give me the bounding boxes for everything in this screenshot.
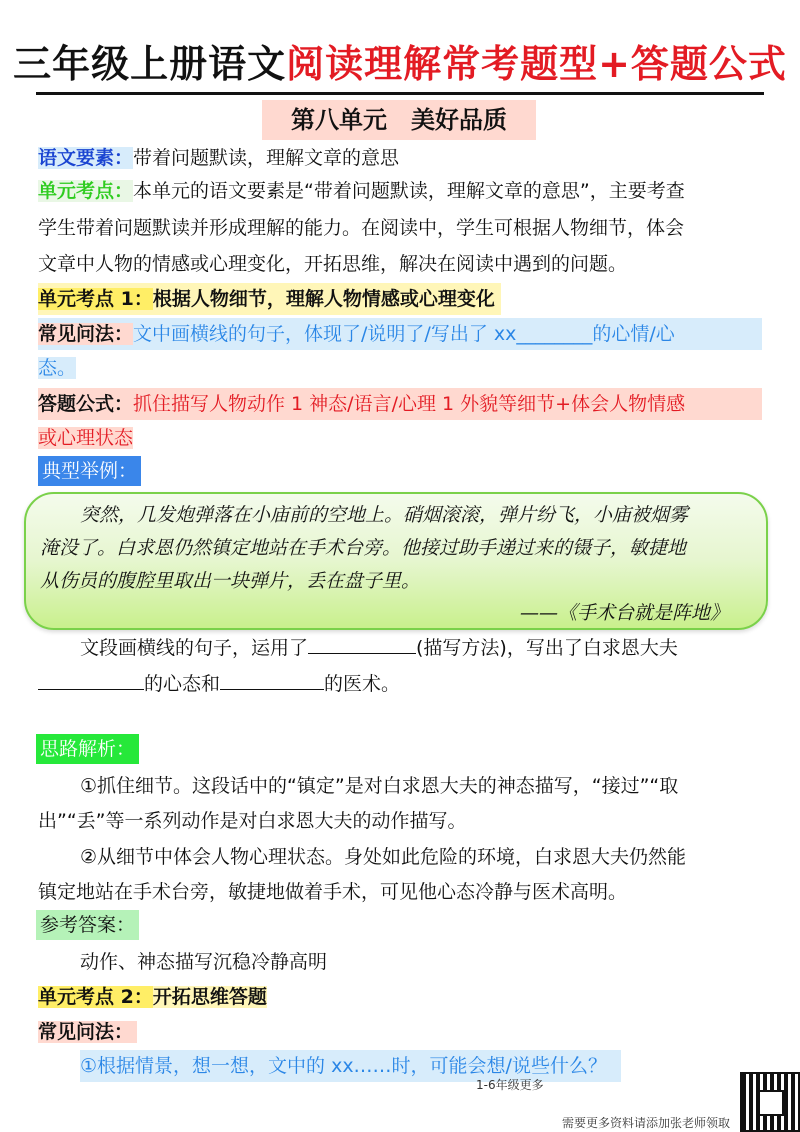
kaodian-line-2: 学生带着问题默读并形成理解的能力。在阅读中，学生可根据人物细节，体会 [38, 217, 685, 239]
analysis-p1-line-1: ①抓住细节。这段话中的“镇定”是对白求恩大夫的神态描写，“接过”“取 [80, 775, 679, 797]
kaodian-line-1 [38, 175, 685, 207]
point1-label: 单元考点 1： [38, 288, 153, 310]
point2-label: 单元考点 2： [38, 986, 153, 1008]
point1-text: 根据人物细节，理解人物情感或心理变化 [152, 288, 495, 310]
point1-wenfa-line-1 [38, 318, 762, 350]
analysis-label: 思路解析： [36, 734, 139, 764]
point2-wenfa-text: ①根据情景，想一想，文中的 xx……时，可能会想/说些什么？ [80, 1055, 607, 1077]
example-line-1: 突然，几发炮弹落在小庙前的空地上。硝烟滚滚，弹片纷飞，小庙被烟雾 [80, 504, 689, 526]
point1-gongshi-line-1 [38, 388, 762, 420]
question-part-4: 的医术。 [324, 673, 401, 695]
point1-wenfa-line-2 [38, 352, 76, 384]
question-part-2: (描写方法)，写出了白求恩大夫 [416, 637, 678, 659]
page-title [0, 40, 800, 88]
analysis-p2-line-1: ②从细节中体会人物心理状态。身处如此危险的环境，白求恩大夫仍然能 [80, 846, 687, 868]
yuwen-text: 带着问题默读，理解文章的意思 [133, 147, 400, 169]
question-part-1: 文段画横线的句子，运用了 [80, 637, 309, 659]
analysis-p1-line-2: 出”“丢”等一系列动作是对白求恩大夫的动作描写。 [38, 810, 467, 832]
point2-text: 开拓思维答题 [152, 986, 267, 1008]
question-part-3: 的心态和 [144, 673, 221, 695]
footer-grade-text: 1-6年级更多 [476, 1078, 544, 1092]
point2-wenfa-label: 常见问法： [38, 1021, 137, 1043]
answer-blank-1[interactable] [308, 633, 416, 654]
title-black-part: 三年级上册语文 [13, 42, 287, 86]
title-underline [36, 92, 764, 95]
qr-code-icon[interactable] [740, 1072, 800, 1132]
yuwen-line [38, 142, 399, 174]
example-line-2: 淹没了。白求恩仍然镇定地站在手术台旁。他接过助手递过来的镊子，敏捷地 [40, 537, 687, 559]
example-source: ——《手术台就是阵地》 [520, 602, 730, 624]
example-label: 典型举例： [38, 456, 141, 486]
unit-subtitle: 第八单元 美好品质 [262, 100, 536, 140]
point1-gongshi-text-2: 或心理状态 [38, 427, 134, 449]
point1-wenfa-text-2: 态。 [38, 357, 77, 379]
point1-wenfa-label: 常见问法： [38, 323, 134, 345]
point1-gongshi-label: 答题公式： [38, 393, 134, 415]
question-line-2 [38, 668, 400, 700]
yuwen-label: 语文要素： [38, 147, 134, 169]
point1-heading [38, 283, 501, 315]
title-red-part: 阅读理解常考题型+答题公式 [286, 42, 787, 86]
point1-gongshi-text-1: 抓住描写人物动作 1 神态/语言/心理 1 外貌等细节+体会人物情感 [133, 393, 686, 415]
point1-wenfa-text-1: 文中画横线的句子，体现了/说明了/写出了 xx________的心情/心 [133, 323, 675, 345]
qr-code-center [758, 1090, 784, 1116]
kaodian-label: 单元考点： [38, 180, 134, 202]
kaodian-text-1: 本单元的语文要素是“带着问题默读，理解文章的意思”，主要考查 [133, 180, 685, 202]
answer-blank-2[interactable] [38, 669, 144, 690]
kaodian-line-3: 文章中人物的情感或心理变化，开拓思维，解决在阅读中遇到的问题。 [38, 253, 628, 275]
point2-heading [38, 981, 267, 1013]
point1-gongshi-line-2 [38, 422, 133, 454]
answer-label: 参考答案： [36, 910, 139, 940]
footer-note: 需要更多资料请添加张老师领取 [562, 1116, 731, 1130]
analysis-p2-line-2: 镇定地站在手术台旁，敏捷地做着手术，可见他心态冷静与医术高明。 [38, 881, 628, 903]
example-line-3: 从伤员的腹腔里取出一块弹片，丢在盘子里。 [40, 570, 421, 592]
point2-wenfa-line [38, 1016, 137, 1048]
question-line-1 [80, 632, 678, 664]
answer-blank-3[interactable] [220, 669, 324, 690]
answer-text: 动作、神态描写沉稳冷静高明 [80, 951, 328, 973]
